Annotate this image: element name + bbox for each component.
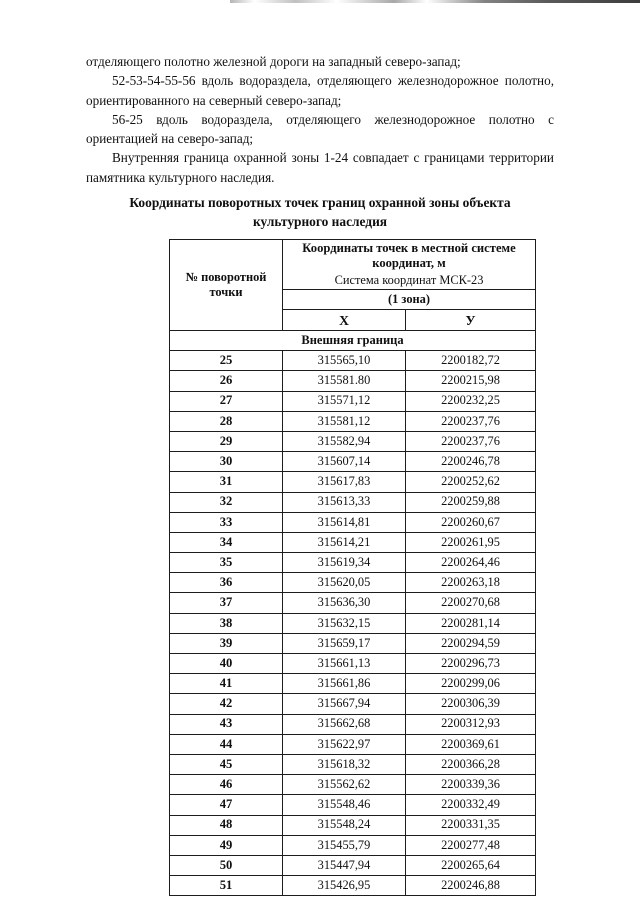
cell-coordinate-y: 2200232,25 bbox=[406, 391, 536, 411]
table-row bbox=[170, 492, 536, 512]
table-body bbox=[170, 331, 536, 896]
table-row bbox=[170, 674, 536, 694]
cell-coordinate-x: 315619,34 bbox=[283, 553, 406, 573]
cell-point-number: 37 bbox=[170, 593, 283, 613]
table-row bbox=[170, 391, 536, 411]
cell-coordinate-x: 315632,15 bbox=[283, 613, 406, 633]
header-zone: (1 зона) bbox=[283, 290, 536, 310]
cell-coordinate-y: 2200277,48 bbox=[406, 835, 536, 855]
coordinates-table-wrapper bbox=[169, 239, 535, 896]
cell-coordinate-y: 2200237,76 bbox=[406, 431, 536, 451]
cell-coordinate-y: 2200312,93 bbox=[406, 714, 536, 734]
table-row bbox=[170, 775, 536, 795]
cell-point-number: 39 bbox=[170, 633, 283, 653]
cell-coordinate-y: 2200237,76 bbox=[406, 411, 536, 431]
cell-point-number: 30 bbox=[170, 452, 283, 472]
cell-point-number: 49 bbox=[170, 835, 283, 855]
table-row bbox=[170, 654, 536, 674]
cell-point-number: 38 bbox=[170, 613, 283, 633]
table-row bbox=[170, 431, 536, 451]
cell-coordinate-y: 2200261,95 bbox=[406, 532, 536, 552]
paragraph-52-56: 52-53-54-55-56 вдоль водораздела, отделяющего железнодорожное полотно, ориентированного на северный северо-запад; bbox=[86, 73, 554, 108]
cell-coordinate-x: 315581.80 bbox=[283, 371, 406, 391]
cell-coordinate-y: 2200252,62 bbox=[406, 472, 536, 492]
body-text-block bbox=[86, 52, 554, 187]
cell-point-number: 25 bbox=[170, 351, 283, 371]
table-row bbox=[170, 452, 536, 472]
cell-coordinate-y: 2200182,72 bbox=[406, 351, 536, 371]
cell-coordinate-x: 315661,86 bbox=[283, 674, 406, 694]
cell-point-number: 27 bbox=[170, 391, 283, 411]
cell-point-number: 51 bbox=[170, 876, 283, 896]
cell-coordinate-y: 2200259,88 bbox=[406, 492, 536, 512]
page-title: Координаты поворотных точек границ охранной зоны объекта культурного наследия bbox=[129, 195, 511, 229]
table-row bbox=[170, 795, 536, 815]
table-row bbox=[170, 855, 536, 875]
cell-point-number: 31 bbox=[170, 472, 283, 492]
coordinates-table bbox=[169, 239, 536, 896]
cell-coordinate-x: 315667,94 bbox=[283, 694, 406, 714]
paragraph-inner-boundary: Внутренняя граница охранной зоны 1-24 совпадает с границами территории памятника культурного наследия. bbox=[86, 150, 554, 185]
table-row bbox=[170, 593, 536, 613]
table-row bbox=[170, 472, 536, 492]
cell-coordinate-x: 315613,33 bbox=[283, 492, 406, 512]
header-coordinates-title: Координаты точек в местной системе координат, м bbox=[302, 241, 516, 271]
cell-coordinate-x: 315571,12 bbox=[283, 391, 406, 411]
cell-point-number: 43 bbox=[170, 714, 283, 734]
cell-coordinate-y: 2200264,46 bbox=[406, 553, 536, 573]
cell-point-number: 44 bbox=[170, 734, 283, 754]
cell-coordinate-x: 315426,95 bbox=[283, 876, 406, 896]
cell-coordinate-y: 2200270,68 bbox=[406, 593, 536, 613]
cell-point-number: 36 bbox=[170, 573, 283, 593]
section-label-outer-boundary: Внешняя граница bbox=[170, 331, 536, 351]
cell-coordinate-y: 2200215,98 bbox=[406, 371, 536, 391]
cell-coordinate-y: 2200281,14 bbox=[406, 613, 536, 633]
cell-point-number: 46 bbox=[170, 775, 283, 795]
table-row bbox=[170, 573, 536, 593]
table-row bbox=[170, 694, 536, 714]
table-row bbox=[170, 411, 536, 431]
table-row bbox=[170, 512, 536, 532]
header-axis-y: У bbox=[406, 310, 536, 331]
cell-coordinate-y: 2200332,49 bbox=[406, 795, 536, 815]
cell-point-number: 34 bbox=[170, 532, 283, 552]
table-row bbox=[170, 613, 536, 633]
cell-coordinate-y: 2200299,06 bbox=[406, 674, 536, 694]
table-row bbox=[170, 553, 536, 573]
header-axis-x: X bbox=[283, 310, 406, 331]
table-row bbox=[170, 633, 536, 653]
cell-point-number: 32 bbox=[170, 492, 283, 512]
cell-coordinate-x: 315582,94 bbox=[283, 431, 406, 451]
cell-coordinate-y: 2200366,28 bbox=[406, 754, 536, 774]
table-row bbox=[170, 876, 536, 896]
cell-coordinate-y: 2200294,59 bbox=[406, 633, 536, 653]
cell-coordinate-y: 2200265,64 bbox=[406, 855, 536, 875]
cell-coordinate-y: 2200306,39 bbox=[406, 694, 536, 714]
table-row bbox=[170, 532, 536, 552]
cell-point-number: 29 bbox=[170, 431, 283, 451]
cell-coordinate-x: 315636,30 bbox=[283, 593, 406, 613]
table-header-row-main bbox=[170, 240, 536, 290]
cell-point-number: 48 bbox=[170, 815, 283, 835]
table-row bbox=[170, 754, 536, 774]
cell-point-number: 42 bbox=[170, 694, 283, 714]
cell-point-number: 41 bbox=[170, 674, 283, 694]
cell-point-number: 50 bbox=[170, 855, 283, 875]
cell-coordinate-y: 2200246,78 bbox=[406, 452, 536, 472]
cell-coordinate-x: 315447,94 bbox=[283, 855, 406, 875]
cell-coordinate-y: 2200260,67 bbox=[406, 512, 536, 532]
cell-point-number: 28 bbox=[170, 411, 283, 431]
cell-coordinate-y: 2200296,73 bbox=[406, 654, 536, 674]
table-row bbox=[170, 714, 536, 734]
cell-point-number: 45 bbox=[170, 754, 283, 774]
table-row bbox=[170, 371, 536, 391]
cell-coordinate-x: 315614,81 bbox=[283, 512, 406, 532]
cell-coordinate-y: 2200369,61 bbox=[406, 734, 536, 754]
cell-coordinate-y: 2200246,88 bbox=[406, 876, 536, 896]
cell-coordinate-x: 315618,32 bbox=[283, 754, 406, 774]
cell-coordinate-x: 315659,17 bbox=[283, 633, 406, 653]
cell-coordinate-x: 315565,10 bbox=[283, 351, 406, 371]
cell-point-number: 26 bbox=[170, 371, 283, 391]
table-row bbox=[170, 734, 536, 754]
cell-coordinate-x: 315622,97 bbox=[283, 734, 406, 754]
cell-coordinate-x: 315620,05 bbox=[283, 573, 406, 593]
cell-coordinate-y: 2200331,35 bbox=[406, 815, 536, 835]
table-head bbox=[170, 240, 536, 331]
cell-point-number: 47 bbox=[170, 795, 283, 815]
header-point-number: № поворотной точки bbox=[170, 240, 283, 331]
cell-coordinate-y: 2200339,36 bbox=[406, 775, 536, 795]
header-coordinates-system: Система координат МСК-23 bbox=[334, 272, 484, 287]
cell-coordinate-x: 315548,46 bbox=[283, 795, 406, 815]
cell-point-number: 40 bbox=[170, 654, 283, 674]
cell-coordinate-y: 2200263,18 bbox=[406, 573, 536, 593]
cell-coordinate-x: 315455,79 bbox=[283, 835, 406, 855]
cell-coordinate-x: 315614,21 bbox=[283, 532, 406, 552]
cell-point-number: 35 bbox=[170, 553, 283, 573]
cell-coordinate-x: 315617,83 bbox=[283, 472, 406, 492]
table-row bbox=[170, 835, 536, 855]
cell-coordinate-x: 315607,14 bbox=[283, 452, 406, 472]
header-coordinates bbox=[283, 240, 536, 290]
cell-coordinate-x: 315661,13 bbox=[283, 654, 406, 674]
paragraph-56-25: 56-25 вдоль водораздела, отделяющего железнодорожное полотно с ориентацией на северо-запад; bbox=[86, 111, 554, 147]
table-section-row bbox=[170, 331, 536, 351]
table-row bbox=[170, 351, 536, 371]
cell-coordinate-x: 315562,62 bbox=[283, 775, 406, 795]
paragraph-western-nw: отделяющего полотно железной дороги на западный северо-запад; bbox=[86, 54, 461, 69]
cell-coordinate-x: 315662,68 bbox=[283, 714, 406, 734]
cell-coordinate-x: 315548,24 bbox=[283, 815, 406, 835]
cell-point-number: 33 bbox=[170, 512, 283, 532]
cell-coordinate-x: 315581,12 bbox=[283, 411, 406, 431]
table-row bbox=[170, 815, 536, 835]
